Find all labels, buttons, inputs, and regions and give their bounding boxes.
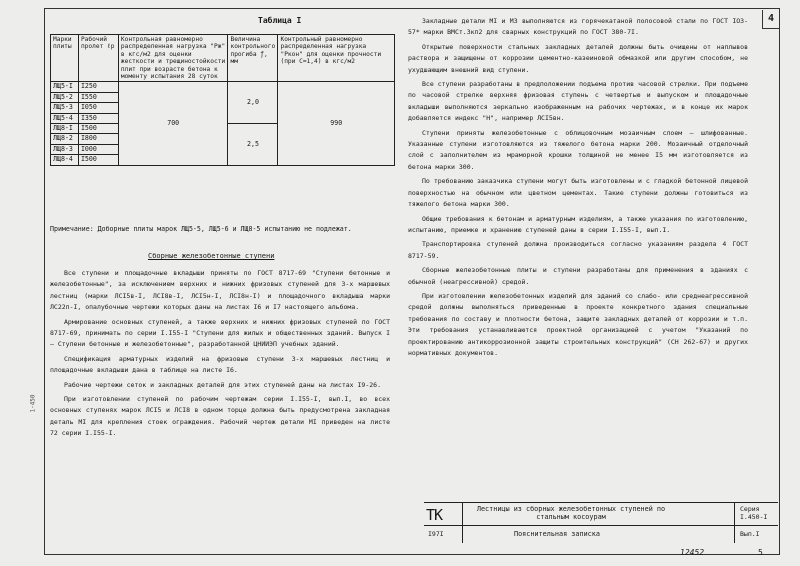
load-test-table [50, 34, 395, 166]
deflection-cell-1: 2,0 [228, 82, 278, 124]
series-number: I.450-I [740, 513, 768, 521]
span-cell: I250 [78, 82, 118, 92]
section-heading: Сборные железобетонные ступени [148, 252, 275, 260]
mark-cell: ЛЩ8-I [51, 124, 79, 134]
paragraph: Все ступени и площадочные вкладыши приняты по ГОСТ 8717-69 "Ступени бетонные и железобетонные", за исключением верхних и нижних фризовых ступеней для 3-х маршевых лестниц (марки ЛСI5в-I, ЛСI8в-I, ЛСI5н-I, ЛСI8н-I) и площадочного вкладыша марки ЛС22п-I, опалубочные чертежи которых даны на листах I6 и I7 настоящего альбома. [50, 269, 390, 312]
archive-number: 12452 [680, 548, 705, 557]
mark-cell: ЛЩ8-4 [51, 155, 79, 165]
table-caption: Таблица I [258, 16, 302, 25]
title-block-divider [734, 503, 735, 543]
title-block-divider [424, 525, 778, 526]
page-number: 4 [762, 10, 779, 29]
mark-cell: ЛЩ5-3 [51, 103, 79, 113]
side-tag: 1-450 [29, 394, 37, 413]
series-label: Серия [740, 505, 760, 513]
load-rkon-cell: 990 [278, 82, 395, 165]
span-cell: I050 [78, 103, 118, 113]
paragraph: Закладные детали МI и М3 выполняются из горячекатаной полосовой стали по ГОСТ IO3-57* марки ВМСт.3кп2 для сварных конструкций по ГОСТ 380-7I. [408, 17, 748, 37]
title-block-divider [462, 503, 463, 543]
album-title: Лестницы из сборных железобетонных ступеней по стальным косоурам [476, 505, 666, 521]
table-note: Примечание: Доборные плиты марок ЛЩ5-5, ЛЩ5-6 и ЛЩ8-5 испытанию не подлежат. [50, 225, 352, 233]
header-deflection: Величина контрольного прогиба ƒ, мм [228, 35, 278, 82]
paragraph: Армирование основных ступеней, а также верхних и нижних фризовых ступеней по ГОСТ 8717-69, принимать по серии I.I55-I "Ступени для жилых и общественных зданий. Выпуск I – Ступени бетонные и железобетонные", разработанной ЦНИИЭП учебных зданий. [50, 317, 390, 349]
mark-cell: ЛЩ5-2 [51, 92, 79, 102]
span-cell: I500 [78, 155, 118, 165]
mark-cell: ЛЩ8-3 [51, 144, 79, 154]
right-column [408, 16, 748, 362]
header-mark: Марки плиты [51, 35, 79, 82]
left-column [50, 268, 390, 443]
mark-cell: ЛЩ5-I [51, 82, 79, 92]
span-cell: I500 [78, 124, 118, 134]
header-load-rzh: Контрольная равномерно распределенная нагрузка "Рж" в кгс/м2 для оценки жесткости и трещиностойкости плит при возрасте бетона к моменту испытания 28 суток [118, 35, 228, 82]
span-cell: I350 [78, 113, 118, 123]
span-cell: I800 [78, 134, 118, 144]
paragraph: Сборные железобетонные плиты и ступени разработаны для применения в зданиях с обычной (неагрессивной) средой. [408, 266, 748, 286]
paragraph: Общие требования к бетонам и арматурным изделиям, а также указания по изготовлению, испытанию, приемке и хранению ступеней даны в серии I.I55-I, вып.I. [408, 214, 748, 234]
table-header-row [51, 35, 395, 82]
corner-number: 5 [758, 548, 763, 557]
paragraph: Ступени приняты железобетонные с облицовочным мозаичным слоем – шлифованные. Указанные ступени изготовляются из тяжелого бетона марки 200. Мозаичный отделочный слой с заполнителем из мраморной крошки толщиной не менее I5 мм изготовляется из бетона марки 300. [408, 128, 748, 171]
paragraph: При изготовлении железобетонных изделий для зданий со слабо- или среднеагрессивной средой должны выполняться приведенные в проекте конкретного здания специальные требования по составу и плотности бетона, защите закладных деталей от коррозии и т.п. Эти требования устанавливаются проектной организацией с учетом "Указаний по проектированию антикоррозионной защиты строительных конструкций" (СН 262-67) и других нормативных документов. [408, 291, 748, 357]
paragraph: При изготовлении ступеней по рабочим чертежам серии I.I55-I, вып.I, во всех основных ступенях марок ЛСI5 и ЛСI8 в одном торце должна быть предусмотрена закладная деталь МI для крепления стоек ограждения. Рабочий чертеж детали МI приведен на листе 72 серии I.I55-I. [50, 395, 390, 438]
deflection-cell-2: 2,5 [228, 124, 278, 166]
span-cell: I550 [78, 92, 118, 102]
load-rzh-cell: 700 [118, 82, 228, 165]
header-load-rkon: Контрольный равномерно распределенная нагрузка "Ркон" для оценки прочности (при C=1,4) в кгс/м2 [278, 35, 395, 82]
paragraph: Открытые поверхности стальных закладных деталей должны быть очищены от наплывов раствора и защищены от коррозии цементно-казеиновой обмазкой или другим способом, не ухудшающим внешний вид ступени. [408, 42, 748, 74]
paragraph: По требованию заказчика ступени могут быть изготовлены и с гладкой бетонной лицевой поверхностью на обычном или цветном цементах. Такие ступени должны готовиться из тяжелого бетона марки 300. [408, 177, 748, 209]
year: I97I [428, 530, 444, 538]
title-block [424, 502, 778, 543]
paragraph: Рабочие чертежи сеток и закладных деталей для этих ступеней даны на листах I9-26. [64, 380, 381, 389]
document-name: Пояснительная записка [514, 530, 600, 538]
header-span: Рабочий пролет ℓр [78, 35, 118, 82]
issue: Вып.I [740, 530, 760, 538]
paragraph: Все ступени разработаны в предположении подъема против часовой стрелки. При подъеме по часовой стрелке верхняя фризовая ступень с четвертью и выпуском и площадочные вкладыши выполняются зеркально изображенным на рабочих чертежах, и в конце их марок добавляется индекс "Н", например ЛСI5вн. [408, 80, 748, 123]
paragraph: Транспортировка ступеней должна производиться согласно указаниям раздела 4 ГОСТ 8717-59. [408, 240, 748, 260]
mark-cell: ЛЩ5-4 [51, 113, 79, 123]
table-row [51, 82, 395, 92]
mark-cell: ЛЩ8-2 [51, 134, 79, 144]
span-cell: I000 [78, 144, 118, 154]
tk-logo: ТК [426, 506, 443, 524]
paragraph: Спецификация арматурных изделий на фризовые ступени 3-х маршевых лестниц и площадочные вкладыши дана в таблице на листе I6. [50, 354, 390, 375]
